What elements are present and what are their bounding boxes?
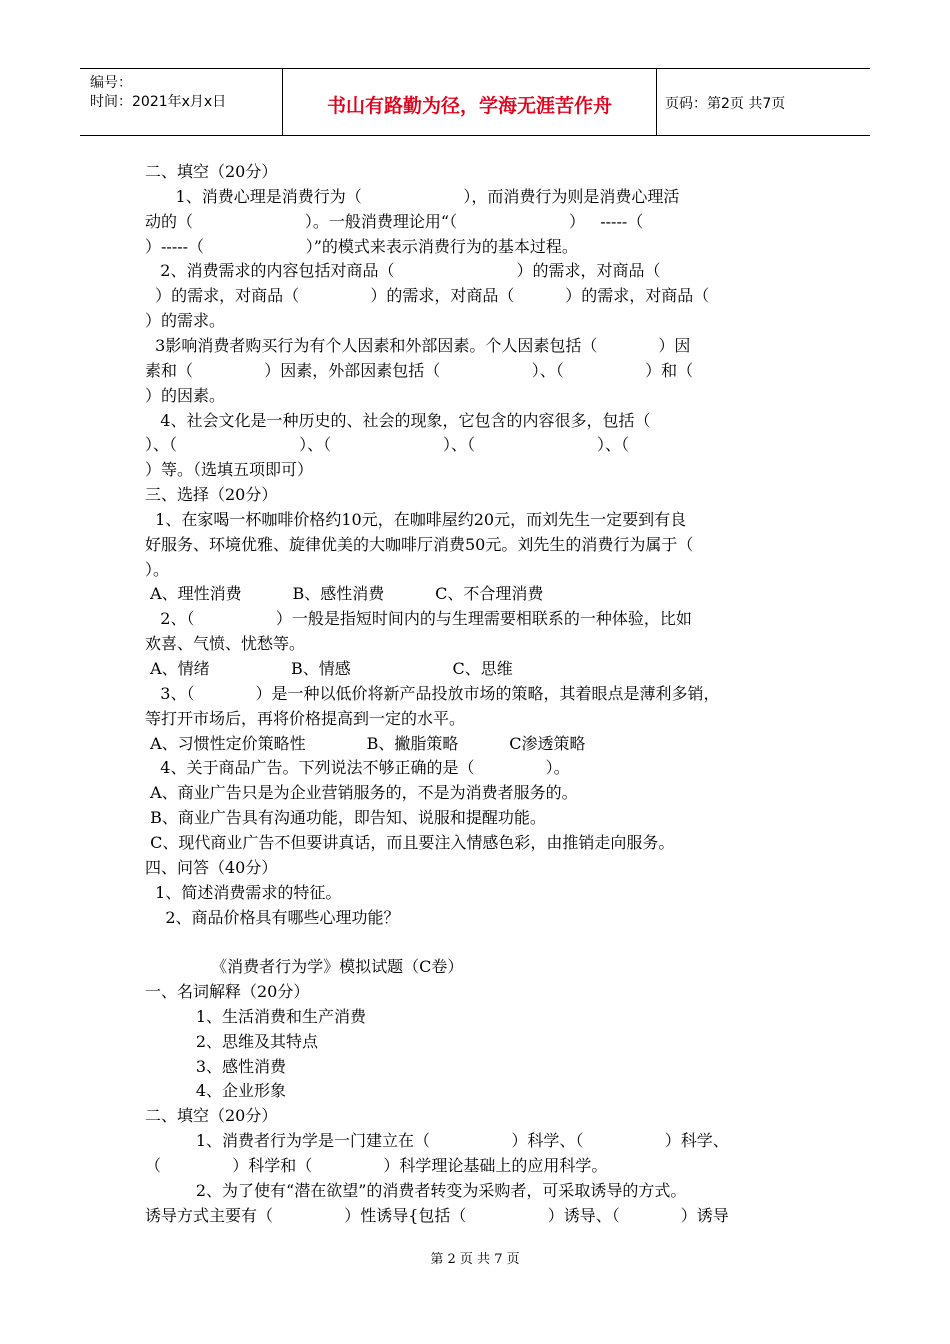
text-line: ）-----（ ）”的模式来表示消费行为的基本过程。 (145, 236, 578, 256)
header-info-cell (80, 69, 283, 135)
text-line: 好服务、环境优雅、旋律优美的大咖啡厅消费50元。刘先生的消费行为属于（ (145, 534, 694, 554)
text-line: B、商业广告具有沟通功能，即告知、说服和提醒功能。 (145, 808, 546, 828)
text-line: A、商业广告只是为企业营销服务的，不是为消费者服务的。 (145, 783, 578, 803)
text-line: ）的因素。 (145, 385, 226, 405)
text-line: 二、填空（20分） (145, 162, 278, 181)
header-page-cell (657, 69, 870, 135)
header-motto: 书山有路勤为径，学海无涯苦作舟 (326, 95, 612, 117)
page-footer: 第 2 页 共 7 页 (430, 1252, 520, 1267)
text-line: 二、填空（20分） (145, 1106, 278, 1126)
text-line: 素和（ ）因素，外部因素包括（ ）、（ ）和（ (145, 360, 694, 380)
text-line: 2、（ ）一般是指短时间内的与生理需要相联系的一种体验，比如 (145, 609, 692, 629)
text-line: 1、简述消费需求的特征。 (145, 882, 342, 902)
text-line: 3、感性消费 (145, 1056, 287, 1076)
text-line: 等打开市场后，再将价格提高到一定的水平。 (145, 708, 466, 728)
text-line: 3、（ ）是一种以低价将新产品投放市场的策略，其着眼点是薄利多销， (145, 683, 720, 703)
text-line: 诱导方式主要有（ ）性诱导{包括（ ）诱导、（ ）诱导 (145, 1205, 729, 1225)
header-page-number: 页码：第2页 共7页 (665, 96, 786, 112)
text-line: ）等。（选填五项即可） (145, 460, 314, 480)
page-header (80, 68, 870, 136)
text-line: 4、社会文化是一种历史的、社会的现象，它包含的内容很多，包括（ (145, 410, 651, 430)
text-line: A、理性消费 B、感性消费 C、不合理消费 (145, 584, 544, 604)
text-line: ）。 (145, 559, 170, 579)
text-line: 欢喜、气愤、忧愁等。 (145, 634, 306, 654)
text-line: ）的需求。 (145, 311, 226, 331)
text-line: A、习惯性定价策略性 B、撇脂策略 C渗透策略 (145, 733, 586, 753)
text-line: 3影响消费者购买行为有个人因素和外部因素。个人因素包括（ ）因 (145, 335, 691, 355)
text-line: 一、名词解释（20分） (145, 982, 310, 1002)
text-line: 1、消费者行为学是一门建立在（ ）科学、（ ）科学、 (145, 1131, 729, 1151)
document-number-label: 编号： (90, 75, 132, 91)
text-line: 1、消费心理是消费行为（ ），而消费行为则是消费心理活 (145, 186, 680, 206)
text-line: 1、在家喝一杯咖啡价格约10元，在咖啡屋约20元，而刘先生一定要到有良 (145, 509, 687, 529)
header-motto-cell (283, 69, 657, 135)
text-line: A、情绪 B、情感 C、思维 (145, 659, 513, 678)
text-line: ）、（ ）、（ ）、（ ）、（ (145, 435, 630, 455)
text-line: 《消费者行为学》模拟试题（C卷） (145, 957, 464, 977)
text-line: ）的需求，对商品（ ）的需求，对商品（ ）的需求，对商品（ (145, 286, 710, 306)
text-line: 2、为了使有“潜在欲望”的消费者转变为采购者，可采取诱导的方式。 (145, 1180, 687, 1200)
text-line: 4、企业形象 (145, 1081, 287, 1101)
text-line: 三、选择（20分） (145, 485, 278, 505)
text-line: 动的（ ）。一般消费理论用“（ ） -----（ (145, 211, 644, 231)
text-line: 2、思维及其特点 (145, 1031, 319, 1051)
text-line: （ ）科学和（ ）科学理论基础上的应用科学。 (145, 1156, 608, 1175)
text-line: 4、关于商品广告。下列说法不够正确的是（ ）。 (145, 758, 570, 778)
document-date-label: 时间：2021年x月x日 (90, 94, 227, 110)
text-line: C、现代商业广告不但要讲真话，而且要注入情感色彩，由推销走向服务。 (145, 832, 675, 852)
text-line: 2、商品价格具有哪些心理功能？ (145, 907, 400, 927)
text-line: 2、消费需求的内容包括对商品（ ）的需求，对商品（ (145, 261, 661, 281)
text-line: 1、生活消费和生产消费 (145, 1006, 367, 1026)
text-line: 四、问答（40分） (145, 857, 278, 877)
